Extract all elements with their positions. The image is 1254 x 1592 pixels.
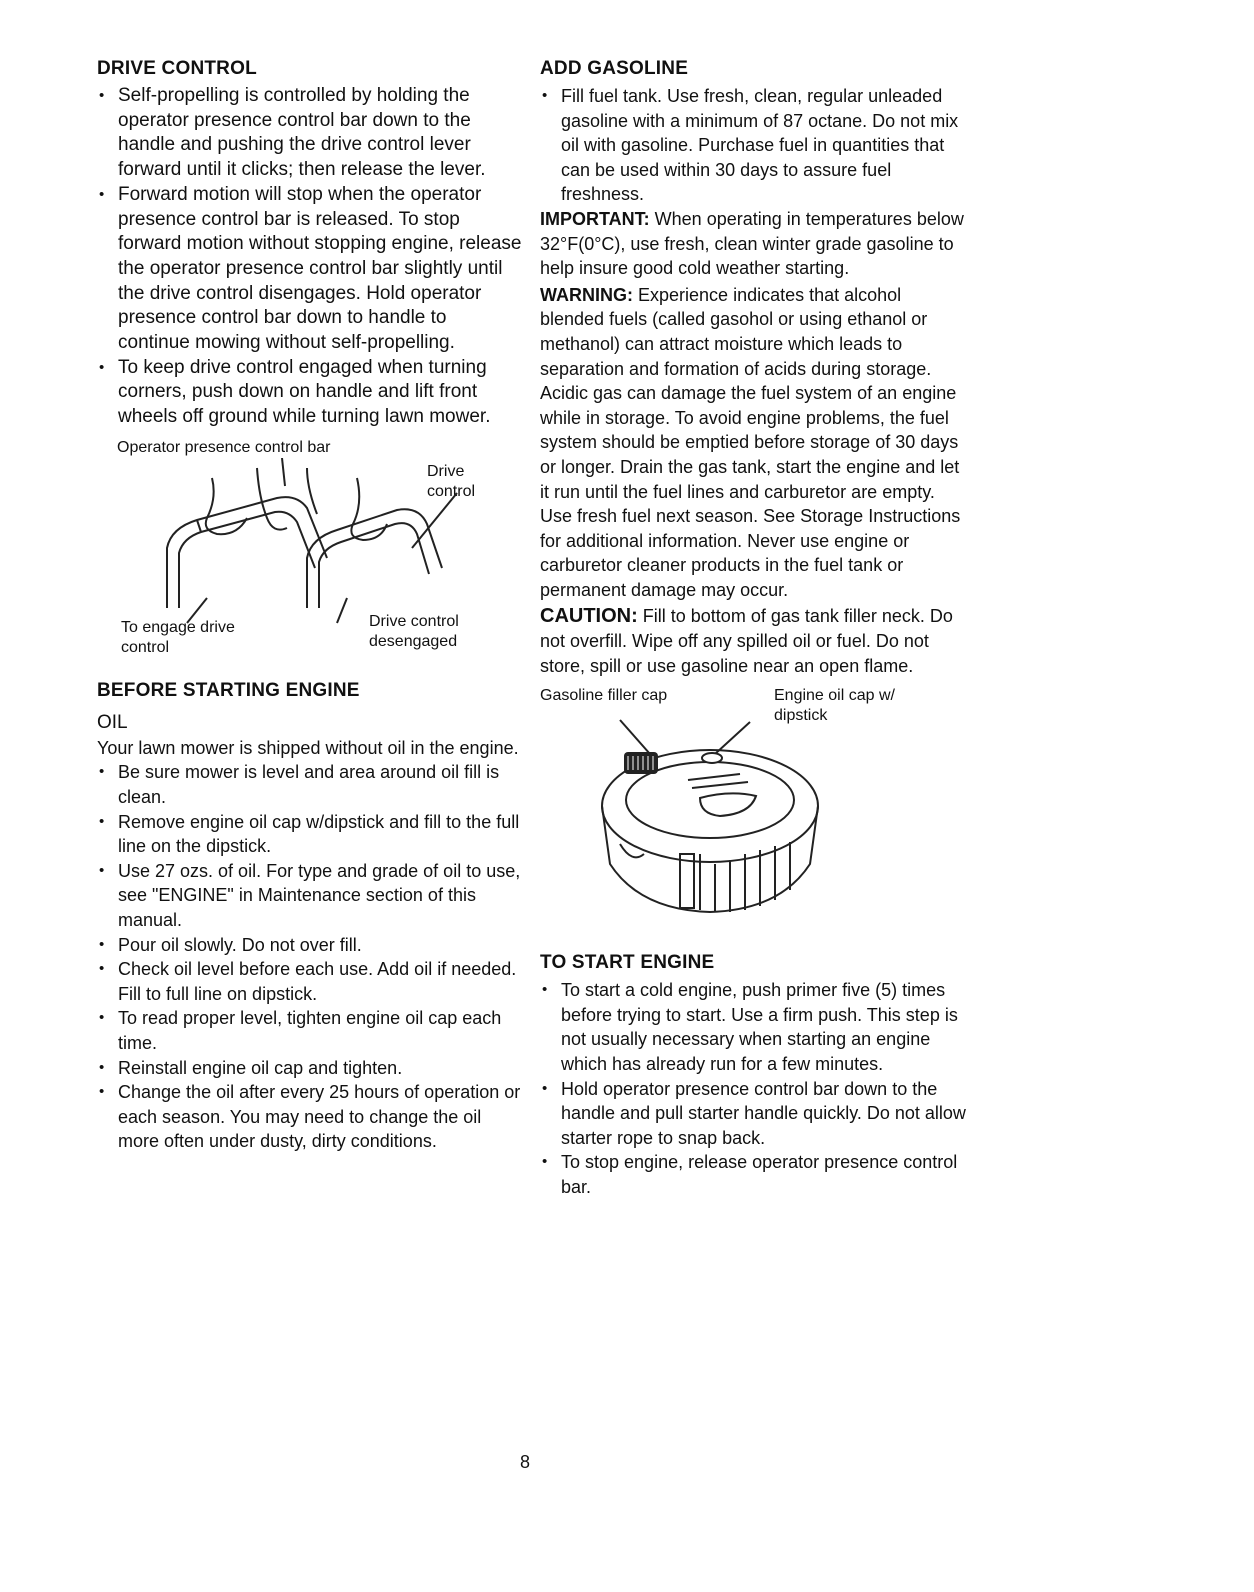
to-start-list [540,978,970,1199]
gasoline-list [540,84,970,207]
list-item: • Self-propelling is controlled by holding the operator presence control bar down to the handle and pushing the drive control lever forward until it clicks; then release the lever. [97,84,522,183]
drive-control-figure [97,438,522,660]
caution-label: CAUTION: [540,605,638,628]
oil-subheading: OIL [97,711,128,733]
before-starting-heading: BEFORE STARTING ENGINE [97,679,360,701]
list-item: • To read proper level, tighten engine oil cap each time. [97,1006,522,1055]
warning-text: Experience indicates that alcohol blended fuels (called gasohol or using ethanol or methanol) can attract moisture which leads to separation and formation of acids during storage. Acidic gas can damage the fuel system of an engine while in storage. To avoid engine problems, the fuel system should be emptied before storage of 30 days or longer. Drain the gas tank, start the engine and let it run until the fuel lines and carburetor are empty. Use fresh fuel next season. See Storage Instructions for additional information. Never use engine or carburetor cleaner products in the fuel tank or permanent damage may occur. [540,284,961,600]
list-item: • Use 27 ozs. of oil. For type and grade of oil to use, see "ENGINE" in Maintenance section of this manual. [97,859,522,933]
warning-label: WARNING: [540,284,633,305]
list-item: • Be sure mower is level and area around oil fill is clean. [97,760,522,809]
important-label: IMPORTANT: [540,208,650,229]
label-control-bar: Operator presence control bar [117,438,331,456]
drive-control-list [97,84,522,430]
page-number: 8 [520,1452,531,1472]
list-item: • To start a cold engine, push primer five (5) times before trying to start. Use a firm push. This step is not usually necessary when starting an engine which has already run for a few minutes. [540,978,970,1076]
add-gasoline-heading: ADD GASOLINE [540,58,689,79]
list-item: • Hold operator presence control bar down to the handle and pull starter handle quickly. Do not allow starter rope to snap back. [540,1077,970,1151]
important-text: When operating in temperatures below 32°F(0°C), use fresh, clean winter grade gasoline to help insure good cold weather starting. [540,208,964,279]
to-start-section [540,978,970,1199]
list-item: • Reinstall engine oil cap and tighten. [97,1056,522,1081]
oil-intro: Your lawn mower is shipped without oil in the engine. [97,737,519,758]
label-oil-cap: Engine oil cap w/ dipstick [774,687,895,725]
mower-handle-illustration [157,458,487,628]
list-item: • Pour oil slowly. Do not over fill. [97,933,522,958]
list-item: • To stop engine, release operator presence control bar. [540,1150,970,1199]
label-drive-control: Drive control [427,462,476,500]
list-item: • Change the oil after every 25 hours of operation or each season. You may need to change the oil more often under dusty, dirty conditions. [97,1080,522,1154]
oil-list [97,760,522,1154]
engine-figure [540,686,970,936]
list-item: • Fill fuel tank. Use fresh, clean, regular unleaded gasoline with a minimum of 87 octane. Do not mix oil with gasoline. Purchase fuel in quantities that can be used within 30 days to assure fuel freshness. [540,84,970,207]
caution-note [540,604,970,678]
caution-text: Fill to bottom of gas tank filler neck. Do not overfill. Wipe off any spilled oil or fuel. Do not store, spill or use gasoline near an open flame. [540,606,953,676]
left-column [97,58,522,1154]
label-gasoline-cap: Gasoline filler cap [540,687,668,705]
engine-illustration [580,714,840,929]
drive-control-heading: DRIVE CONTROL [97,58,257,79]
important-note [540,207,970,281]
label-drive-disengaged: Drive control desengaged [369,612,459,650]
label-engage-drive: To engage drive control [121,618,235,656]
list-item: • Forward motion will stop when the operator presence control bar is released. To stop forward motion without stopping engine, release the operator presence control bar slightly until the drive control disengages. Hold operator presence control bar down to handle to continue mowing without self-propelling. [97,183,522,356]
list-item: • Check oil level before each use. Add oil if needed. Fill to full line on dipstick. [97,957,522,1006]
warning-note [540,283,970,603]
list-item: • Remove engine oil cap w/dipstick and fill to the full line on the dipstick. [97,810,522,859]
add-gasoline-section [540,84,970,678]
to-start-heading: TO START ENGINE [540,952,715,974]
right-column [540,58,970,1200]
oil-section [97,736,522,1154]
list-item: • To keep drive control engaged when turning corners, push down on handle and lift front wheels off ground while turning lawn mower. [97,356,522,430]
